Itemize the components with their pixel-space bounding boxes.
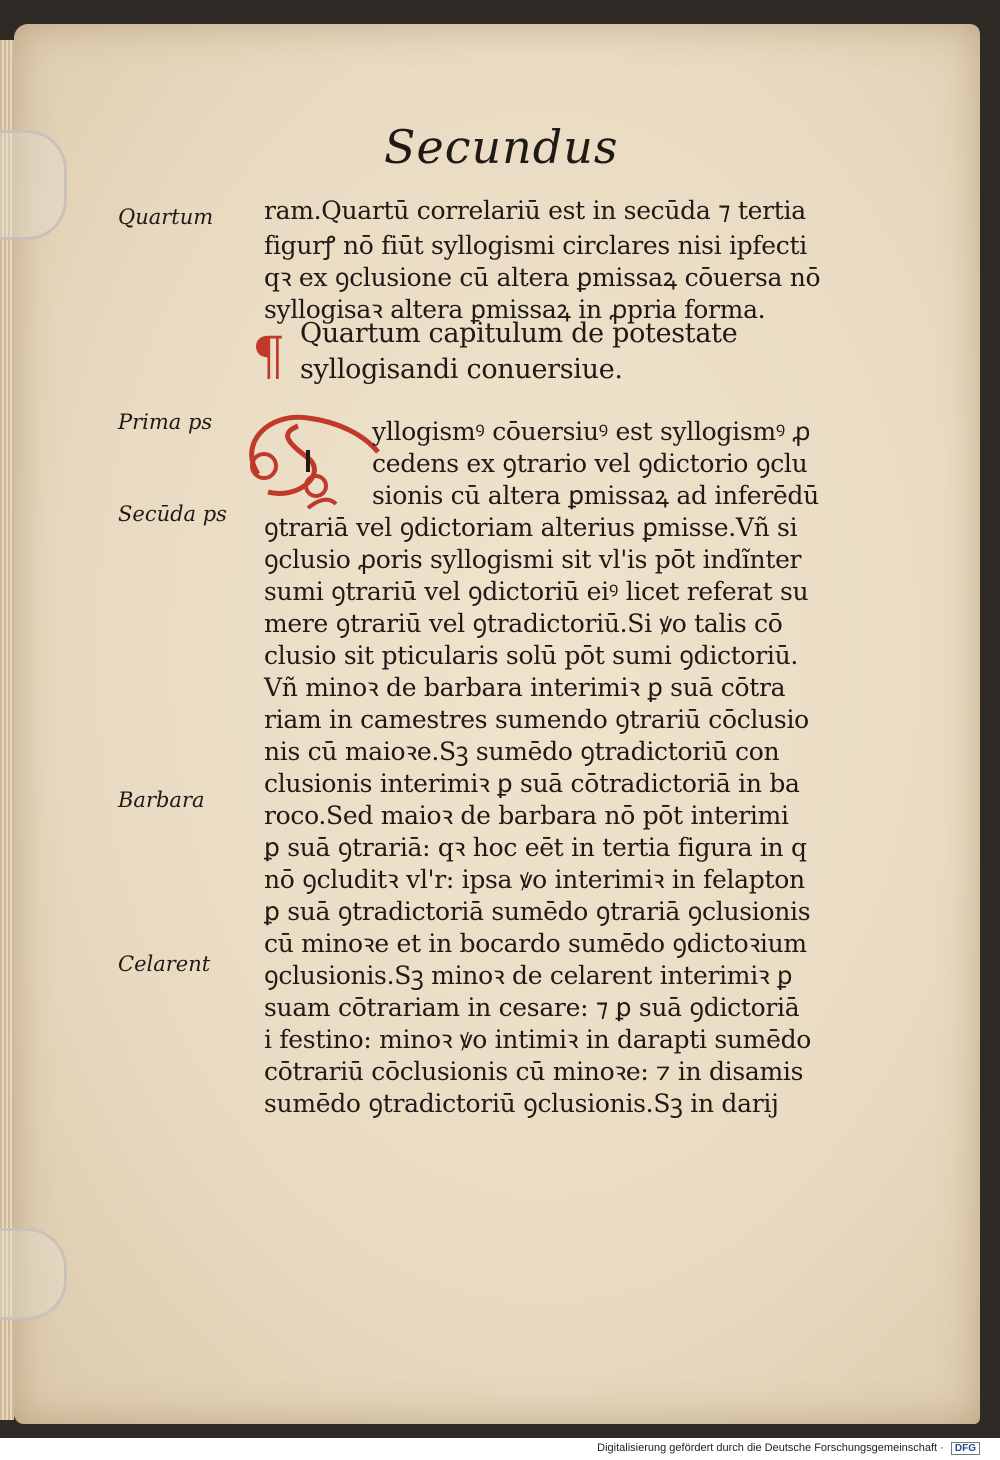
text-line: mere ꝯtrariū vel ꝯtradictoriū.Si ꝟo talis cō bbox=[264, 609, 783, 638]
text-line: ram.Quartū correlariū est in secūda ⁊ tertia bbox=[264, 196, 806, 225]
text-line: roco.Sed maioꝛ de barbara nō pōt interimi bbox=[264, 801, 789, 830]
text-line: sumi ꝯtrariū vel ꝯdictoriū eiꝰ licet referat su bbox=[264, 577, 809, 606]
text-line: syllogisaꝛ altera ꝑmissaꝝ in ꝓpria forma. bbox=[264, 295, 766, 324]
running-header: Secundus bbox=[384, 120, 619, 174]
text-line: suam cōtrariam in cesare: ⁊ ꝑ suā ꝯdictoriā bbox=[264, 993, 800, 1022]
text-line: cū minoꝛe et in bocardo sumēdo ꝯdictoꝛium bbox=[264, 929, 807, 958]
side-note-prima-pars: Prima ps bbox=[118, 410, 213, 434]
text-line: cōtrariū cōclusionis cū minoꝛe: ⁊ in disamis bbox=[264, 1057, 804, 1086]
text-line: ꝯclusio ꝓoris syllogismi sit vl'is pōt indĩnter bbox=[264, 545, 802, 574]
text-line: i festino: minoꝛ ꝟo intimiꝛ in darapti sumēdo bbox=[264, 1025, 812, 1054]
text-line: cedens ex ꝯtrario vel ꝯdictorio ꝯclu bbox=[372, 449, 808, 478]
digitization-credit bbox=[597, 1442, 980, 1455]
text-line: nis cū maioꝛe.Sꝫ sumēdo ꝯtradictoriū con bbox=[264, 737, 780, 766]
text-line: qꝛ ex ꝯclusione cū altera ꝑmissaꝝ cōuersa nō bbox=[264, 263, 821, 292]
rubric-pilcrow-icon: ¶ bbox=[252, 327, 286, 387]
side-note-celarent: Celarent bbox=[118, 952, 211, 976]
text-line: clusionis interimiꝛ ꝑ suā cōtradictoriā in ba bbox=[264, 769, 800, 798]
credit-text: Digitalisierung gefördert durch die Deutsche Forschungsgemeinschaft · bbox=[597, 1442, 944, 1454]
chapter-heading-line-1: Quartum capitulum de potestate bbox=[300, 318, 738, 349]
chapter-heading-line-2: syllogisandi conuersiue. bbox=[300, 354, 623, 385]
decorated-initial-s-icon bbox=[238, 404, 384, 512]
side-note-quartum: Quartum bbox=[118, 205, 214, 229]
side-note-secunda-pars: Secūda ps bbox=[118, 502, 227, 526]
text-line: ꝯclusionis.Sꝫ minoꝛ de celarent interimiꝛ ꝑ bbox=[264, 961, 793, 990]
text-line: ꝯtrariā vel ꝯdictoriam alterius ꝑmisse.Vñ si bbox=[264, 513, 798, 542]
book-edge bbox=[0, 40, 14, 1420]
text-line: riam in camestres sumendo ꝯtrariū cōclusio bbox=[264, 705, 809, 734]
page-clip-top bbox=[0, 130, 67, 240]
text-line: figurꝭ nō fiūt syllogismi circlares nisi ipfecti bbox=[264, 231, 807, 260]
text-line: nō ꝯcluditꝛ vl'r: ipsa ꝟo interimiꝛ in felapton bbox=[264, 865, 805, 894]
text-line: ꝑ suā ꝯtrariā: qꝛ hoc eēt in tertia figura in q bbox=[264, 833, 807, 862]
text-line: sionis cū altera ꝑmissaꝝ ad inferēdū bbox=[372, 481, 819, 510]
text-line: clusio sit pticularis solū pōt sumi ꝯdictoriū. bbox=[264, 641, 799, 670]
text-line: sumēdo ꝯtradictoriū ꝯclusionis.Sꝫ in darij bbox=[264, 1089, 779, 1118]
text-line: ꝑ suā ꝯtradictoriā sumēdo ꝯtrariā ꝯclusionis bbox=[264, 897, 811, 926]
page-clip-bottom bbox=[0, 1228, 67, 1320]
dfg-logo: DFG bbox=[951, 1442, 980, 1455]
text-line: yllogismꝰ cōuersiuꝰ est syllogismꝰ ꝓ bbox=[372, 417, 811, 446]
text-line: Vñ minoꝛ de barbara interimiꝛ ꝑ suā cōtra bbox=[264, 673, 786, 702]
side-note-barbara: Barbara bbox=[118, 788, 205, 812]
